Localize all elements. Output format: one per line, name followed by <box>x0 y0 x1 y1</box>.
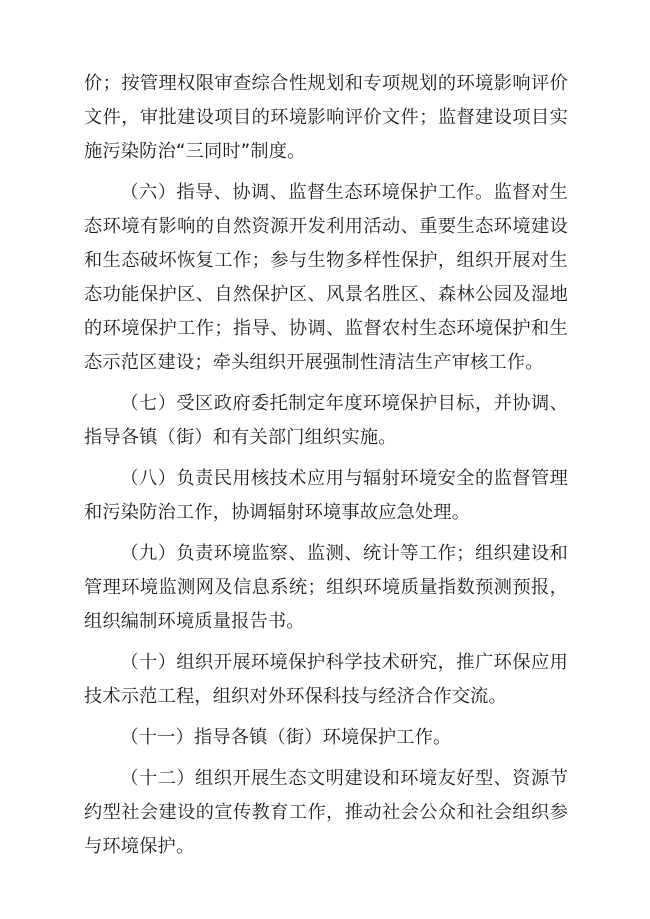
paragraph-item-9: （九）负责环境监察、监测、统计等工作；组织建设和管理环境监测网及信息系统；组织环境质量指数预测预报，组织编制环境质量报告书。 <box>84 543 568 632</box>
paragraph-item-6: （六）指导、协调、监督生态环境保护工作。监督对生态环境有影响的自然资源开发利用活动、重要生态环境建设和生态破坏恢复工作；参与生物多样性保护，组织开展对生态功能保护区、自然保护区、风景名胜区、森林公园及湿地的环境保护工作；指导、协调、监督农村生态环境保护和生态示范区建设；牵头组织开展强制性清洁生产审核工作。 <box>84 182 568 373</box>
paragraph-item-12: （十二）组织开展生态文明建设和环境友好型、资源节约型社会建设的宣传教育工作，推动社会公众和社会组织参与环境保护。 <box>84 768 568 857</box>
paragraph-continuation: 价；按管理权限审查综合性规划和专项规划的环境影响评价文件，审批建设项目的环境影响评价文件；监督建设项目实施污染防治“三同时”制度。 <box>84 73 568 162</box>
paragraph-item-8: （八）负责民用核技术应用与辐射环境安全的监督管理和污染防治工作，协调辐射环境事故应急处理。 <box>84 468 568 523</box>
document-body <box>84 67 568 871</box>
paragraph-item-7: （七）受区政府委托制定年度环境保护目标，并协调、指导各镇（街）和有关部门组织实施。 <box>84 393 568 448</box>
paragraph-item-11: （十一）指导各镇（街）环境保护工作。 <box>120 727 452 748</box>
paragraph-item-10: （十）组织开展环境保护科学技术研究，推广环保应用技术示范工程，组织对外环保科技与经济合作交流。 <box>84 652 568 707</box>
